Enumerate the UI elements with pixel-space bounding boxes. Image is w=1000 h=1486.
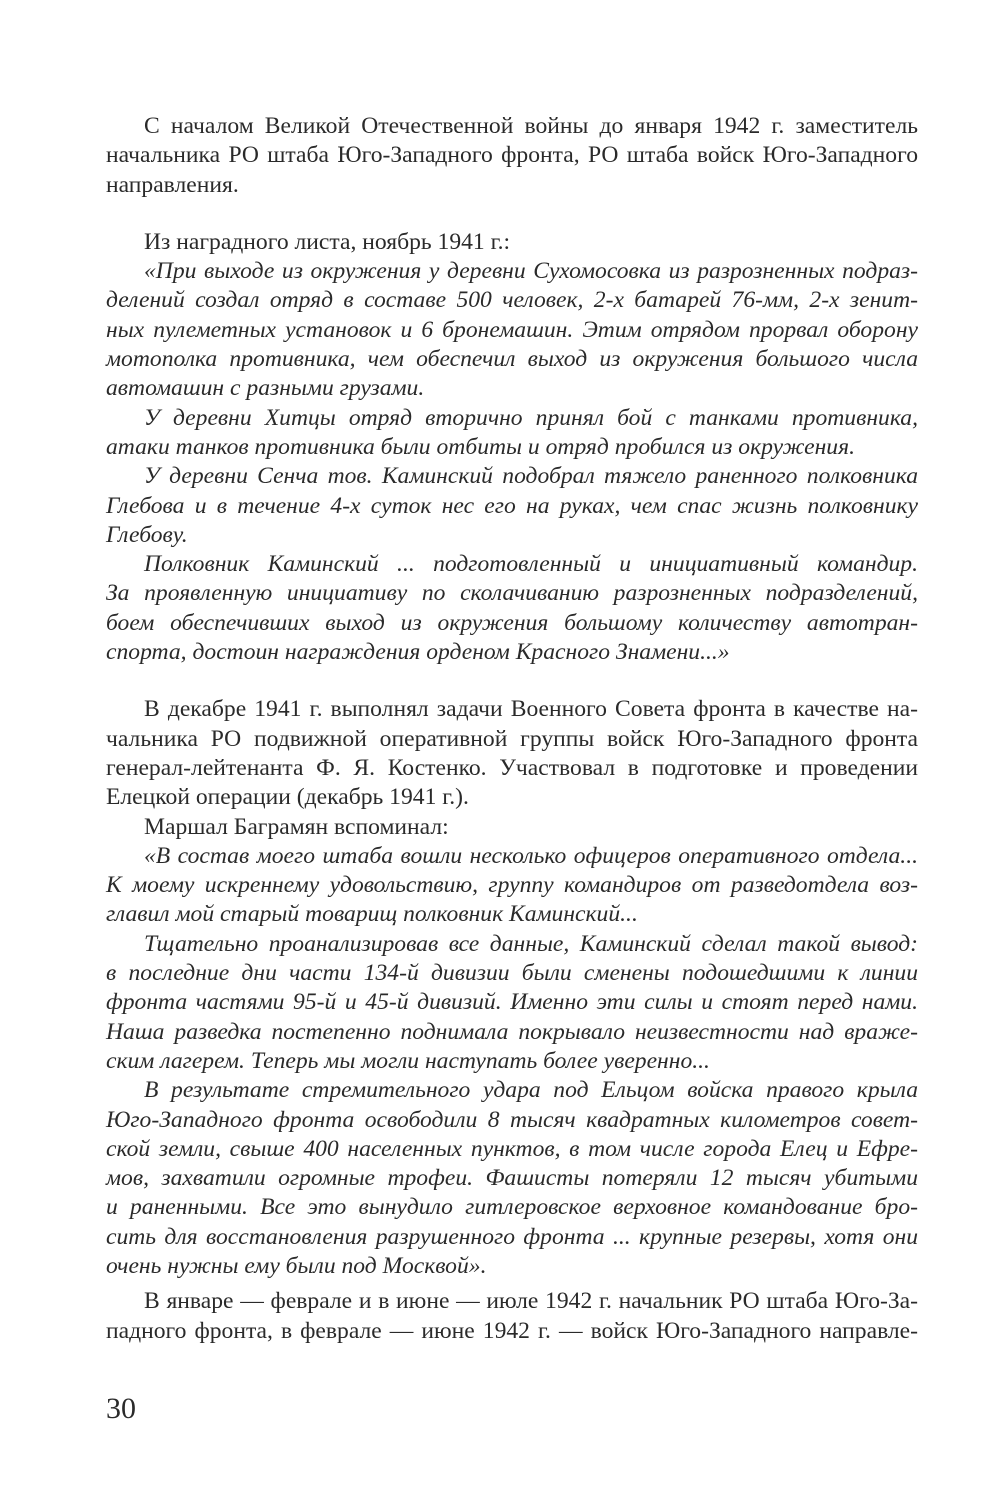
spacer <box>106 667 918 695</box>
quote-line: Глебову. <box>106 521 188 548</box>
quote-line: ским лагерем. Теперь мы могли наступать более уверенно... <box>106 1047 710 1074</box>
paragraph-award-intro <box>106 228 918 257</box>
quote-line: За проявленную инициативу по сколачиванию разрозненных подразделений, <box>106 580 918 607</box>
quote-award-4 <box>106 550 918 667</box>
quote-line: «В состав моего штаба вошли несколько офицеров оперативного отдела... <box>144 842 918 869</box>
quote-line: ской земли, свыше 400 населенных пунктов, в том числе города Елец и Ефре- <box>106 1135 918 1162</box>
quote-line: сить для восстановления разрушенного фронта ... крупные резервы, хотя они <box>106 1223 918 1250</box>
quote-line: делений создал отряд в составе 500 человек, 2-х батарей 76-мм, 2-х зенит- <box>106 287 918 314</box>
quote-line: главил мой старый товарищ полковник Каминский... <box>106 901 638 928</box>
quote-bagramyan-1 <box>106 842 918 930</box>
quote-line: В результате стремительного удара под Ельцом войска правого крыла <box>144 1077 918 1104</box>
text-line: генерал-лейтенанта Ф. Я. Костенко. Участвовал в подготовке и проведении <box>106 754 918 781</box>
text-line: чальника РО подвижной оперативной группы войск Юго-Западного фронта <box>106 725 918 752</box>
quote-line: мотополка противника, чем обеспечил выход из окружения большого числа <box>106 346 918 373</box>
quote-line: очень нужны ему были под Москвой». <box>106 1252 487 1279</box>
quote-line: боем обеспечивших выход из окружения большому количеству автотран- <box>106 609 918 636</box>
quote-line: Юго-Западного фронта освободили 8 тысяч квадратных километров совет- <box>106 1106 918 1133</box>
quote-bagramyan-2 <box>106 930 918 1076</box>
page-number: 30 <box>106 1392 136 1425</box>
quote-line: У деревни Хитцы отряд вторично принял бой с танками противника, <box>144 404 918 431</box>
quote-award-1 <box>106 257 918 403</box>
page-body <box>106 112 918 1346</box>
quote-line: ных пулеметных установок и 6 бронемашин. Этим отрядом прорвал оборону <box>106 316 918 343</box>
quote-award-2 <box>106 404 918 463</box>
text-line: Маршал Баграмян вспоминал: <box>144 813 449 840</box>
quote-award-3 <box>106 462 918 550</box>
paragraph-1942 <box>106 1287 918 1346</box>
quote-line: и раненными. Все это вынудило гитлеровское верховное командование бро- <box>106 1194 918 1221</box>
paragraph-bagramyan-intro <box>106 813 918 842</box>
text-line: Из наградного листа, ноябрь 1941 г.: <box>144 228 511 255</box>
text-line: падного фронта, в феврале — июне 1942 г. — войск Юго-Западного направле- <box>106 1317 918 1344</box>
quote-line: атаки танков противника были отбиты и отряд пробился из окружения. <box>106 433 855 460</box>
text-line: В январе — феврале и в июне — июле 1942 г. начальник РО штаба Юго-За- <box>144 1288 918 1315</box>
text-line: начальника РО штаба Юго-Западного фронта, РО штаба войск Юго-Западного <box>106 142 918 169</box>
quote-line: У деревни Сенча тов. Каминский подобрал тяжело раненного полковника <box>144 463 918 490</box>
paragraph-december-1941 <box>106 695 918 812</box>
quote-line: К моему искреннему удовольствию, группу командиров от разведотдела воз- <box>106 872 918 899</box>
quote-bagramyan-3 <box>106 1076 918 1281</box>
quote-line: автомашин с разными грузами. <box>106 375 425 402</box>
quote-line: фронта частями 95-й и 45-й дивизий. Именно эти силы и стоят перед нами. <box>106 989 918 1016</box>
text-line: Елецкой операции (декабрь 1941 г.). <box>106 784 469 811</box>
quote-line: спорта, достоин награждения орденом Красного Знамени...» <box>106 639 730 666</box>
spacer <box>106 200 918 228</box>
quote-line: в последние дни части 134-й дивизии были сменены подошедшими к линии <box>106 960 918 987</box>
text-line: направления. <box>106 171 239 198</box>
quote-line: Полковник Каминский ... подготовленный и инициативный командир. <box>144 551 918 578</box>
text-line: В декабре 1941 г. выполнял задачи Военного Совета фронта в качестве на- <box>144 696 918 723</box>
quote-line: Тщательно проанализировав все данные, Каминский сделал такой вывод: <box>144 930 918 957</box>
quote-line: мов, захватили огромные трофеи. Фашисты потеряли 12 тысяч убитыми <box>106 1165 918 1192</box>
quote-line: Наша разведка постепенно поднимала покрывало неизвестности над враже- <box>106 1018 918 1045</box>
quote-line: Глебова и в течение 4-х суток нес его на руках, чем спас жизнь полковнику <box>106 492 918 519</box>
text-line: С началом Великой Отечественной войны до января 1942 г. заместитель <box>144 113 918 139</box>
quote-line: «При выходе из окружения у деревни Сухомосовка из разрозненных подраз- <box>144 258 918 285</box>
paragraph-intro <box>106 112 918 200</box>
